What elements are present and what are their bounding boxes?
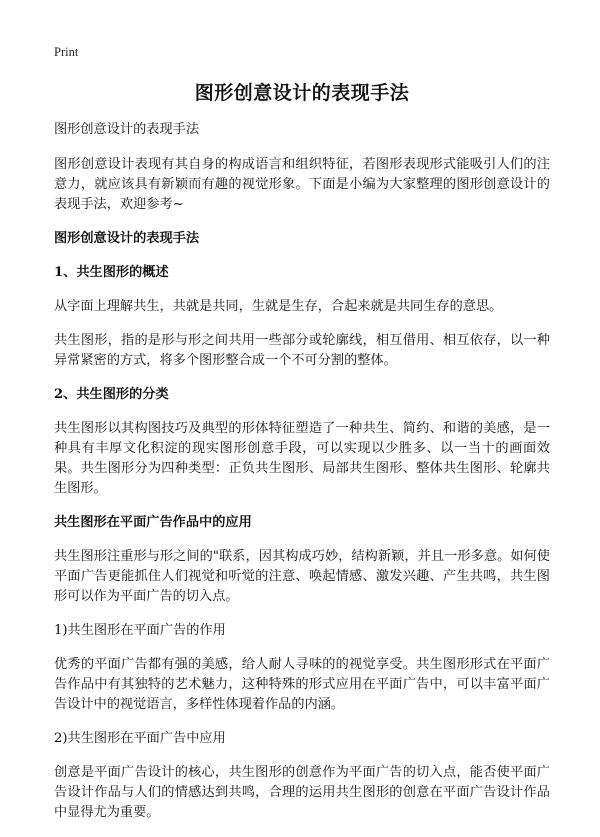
subheading-usage: 2)共生图形在平面广告中应用	[54, 731, 226, 746]
intro-paragraph: 图形创意设计表现有其自身的构成语言和组织特征，若图形表现形式能吸引人们的注意力，就应该具有新颖而有趣的视觉形象。下面是小编为大家整理的图形创意设计的表现手法，欢迎参考~	[54, 157, 550, 212]
paragraph-6: 创意是平面广告设计的核心，共生图形的创意作为平面广告的切入点，能否使平面广告设计作品与人们的情感达到共鸣，合理的运用共生图形的创意在平面广告设计作品中显得尤为重要。	[54, 765, 550, 820]
heading-classification: 2、共生图形的分类	[54, 387, 169, 402]
subheading-role: 1)共生图形在平面广告的作用	[54, 623, 226, 638]
paragraph-3: 共生图形以其构图技巧及典型的形体特征塑造了一种共生、简约、和谐的美感，是一种具有丰厚文化积淀的现实图形创意手段，可以实现以少胜多、以一当十的画面效果。共生图形分为四种类型：正负共生图形、局部共生图形、整体共生图形、轮廓共生图形。	[54, 421, 550, 496]
page-title: 图形创意设计的表现手法	[194, 82, 410, 104]
paragraph-2: 共生图形，指的是形与形之间共用一些部分或轮廓线，相互借用、相互依存，以一种异常紧密的方式，将多个图形整合成一个不可分割的整体。	[54, 333, 550, 368]
article-body	[54, 120, 550, 837]
heading-application: 共生图形在平面广告作品中的应用	[54, 515, 252, 530]
paragraph-5: 优秀的平面广告都有强的美感，给人耐人寻味的的视觉享受。共生图形形式在平面广告作品中有其独特的艺术魅力，这种特殊的形式应用在平面广告中，可以丰富平面广告设计中的视觉语言，多样性体现着作品的内涵。	[54, 657, 550, 712]
heading-overview: 1、共生图形的概述	[54, 265, 169, 280]
article-subtitle: 图形创意设计的表现手法	[54, 122, 200, 137]
print-link[interactable]: Print	[54, 45, 79, 59]
paragraph-1: 从字面上理解共生，共就是共同，生就是生存，合起来就是共同生存的意思。	[54, 299, 503, 314]
section-heading: 图形创意设计的表现手法	[54, 231, 200, 246]
paragraph-4: 共生图形注重形与形之间的"联系，因其构成巧妙，结构新颖，并且一形多意。如何使平面广告更能抓住人们视觉和听觉的注意、唤起情感、激发兴趣、产生共鸣，共生图形可以作为平面广告的切入点。	[54, 549, 550, 604]
